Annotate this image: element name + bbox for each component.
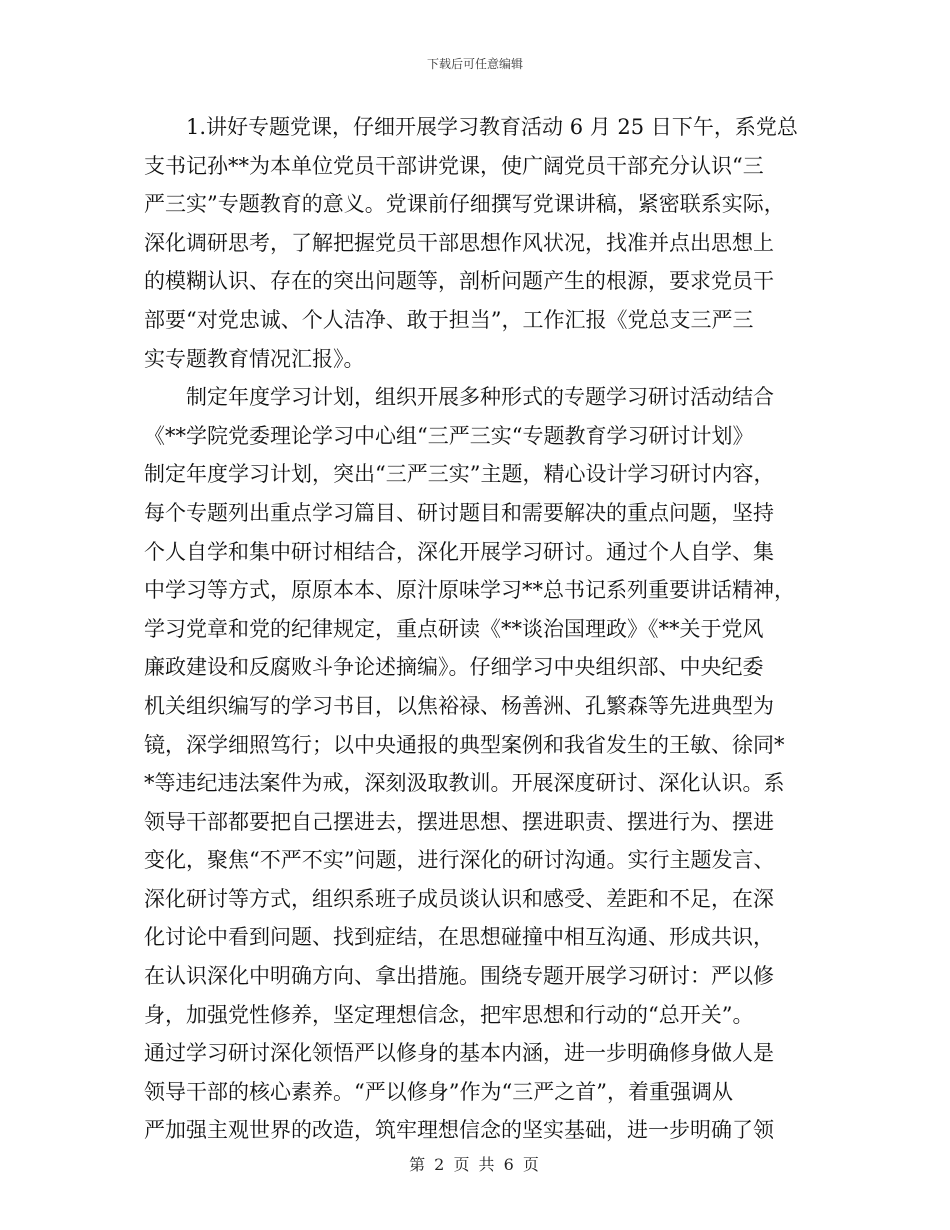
text-line: 深化调研思考，了解把握党员干部思想作风状况，找准并点出思想上 [144,230,774,255]
text-line: 深化研讨等方式，组织系班子成员谈认识和感受、差距和不足，在深 [144,886,774,911]
text-line: 制定年度学习计划，组织开展多种形式的专题学习研讨活动结合 [186,385,774,410]
text-line: 廉政建设和反腐败斗争论述摘编》。仔细学习中央组织部、中央纪委 [144,655,764,680]
text-line: 化讨论中看到问题、找到症结，在思想碰撞中相互沟通、形成共识， [144,925,774,950]
text-line: 中学习等方式，原原本本、原汁原味学习**总书记系列重要讲话精神， [144,578,795,603]
text-line: 领导干部都要把自己摆进去，摆进思想、摆进职责、摆进行为、摆进 [144,809,774,834]
text-line: 在认识深化中明确方向、拿出措施。围绕专题开展学习研讨：严以修 [144,964,774,989]
paragraph [144,108,804,378]
paragraph [144,378,804,1150]
text-line: 部要“对党忠诚、个人洁净、敢于担当”，工作汇报《党总支三严三 [144,307,754,332]
text-line: 实专题教育情况汇报》。 [144,346,365,371]
text-line: 学习党章和党的纪律规定，重点研读《**谈治国理政》《**关于党风 [144,616,764,641]
page-footer: 第 2 页 共 6 页 [409,1155,541,1174]
text-line: 《**学院党委理论学习中心组“三严三实“专题教育学习研讨计划》 [144,423,754,448]
text-line: 每个专题列出重点学习篇目、研讨题目和需要解决的重点问题，坚持 [144,500,774,525]
text-line: 领导干部的核心素养。“严以修身”作为“三严之首”，着重强调从 [144,1079,733,1104]
text-line: 通过学习研讨深化领悟严以修身的基本内涵，进一步明确修身做人是 [144,1041,774,1066]
page-header: 下载后可任意编辑 [426,57,523,71]
text-line: 支书记孙**为本单位党员干部讲党课，使广阔党员干部充分认识“三 [144,153,764,178]
text-line: 制定年度学习计划，突出“三严三实”主题，精心设计学习研讨内容， [144,462,775,487]
text-line: 严加强主观世界的改造，筑牢理想信念的坚实基础，进一步明确了领 [144,1118,774,1143]
text-line: 个人自学和集中研讨相结合，深化开展学习研讨。通过个人自学、集 [144,539,774,564]
text-line: 严三实”专题教育的意义。党课前仔细撰写党课讲稿，紧密联系实际， [144,192,785,217]
text-line: 1.讲好专题党课，仔细开展学习教育活动 6 月 25 日下午，系党总 [186,115,798,139]
text-line: 变化，聚焦“不严不实”问题，进行深化的研讨沟通。实行主题发言、 [144,848,775,873]
document-body [144,108,804,1150]
text-line: 机关组织编写的学习书目，以焦裕禄、杨善洲、孔繁森等先进典型为 [144,693,774,718]
text-line: 镜，深学细照笃行；以中央通报的典型案例和我省发生的王敏、徐同* [144,732,785,757]
text-line: 身，加强党性修养，坚定理想信念，把牢思想和行动的“总开关”。 [144,1002,754,1027]
text-line: *等违纪违法案件为戒，深刻汲取教训。开展深度研讨、深化认识。系 [144,771,785,796]
text-line: 的模糊认识、存在的突出问题等，剖析问题产生的根源，要求党员干 [144,269,774,294]
